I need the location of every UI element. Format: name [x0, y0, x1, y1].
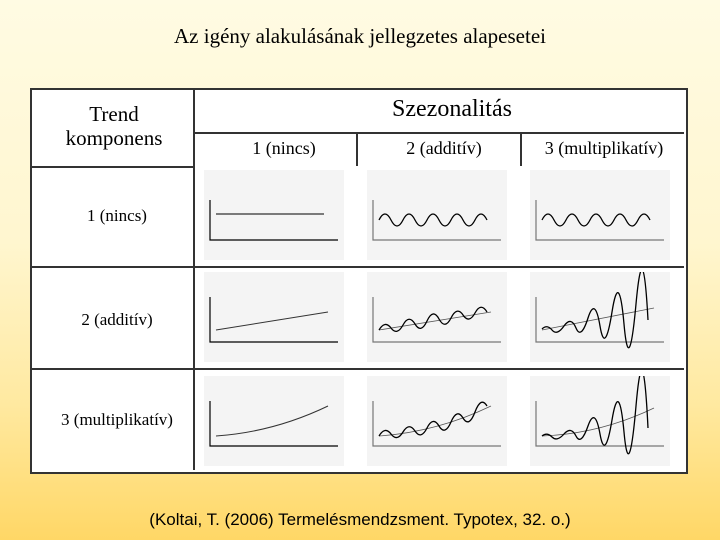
plot-additive-multiplicative	[530, 272, 670, 362]
row-label-additive: 2 (additív)	[81, 310, 153, 329]
divider	[32, 266, 684, 268]
source-caption: (Koltai, T. (2006) Termelésmendzsment. Typotex, 32. o.)	[149, 510, 571, 529]
column-header-additive: 2 (additív)	[406, 138, 482, 158]
seasonality-header: Szezonalitás	[392, 96, 512, 122]
plot-multiplicative-none	[204, 376, 344, 466]
column-header-none: 1 (nincs)	[252, 138, 316, 158]
divider	[32, 166, 194, 168]
plot-multiplicative-additive	[367, 376, 507, 466]
divider	[194, 132, 684, 134]
trend-component-header: Trend komponens	[65, 102, 163, 150]
divider	[356, 132, 358, 166]
plot-multiplicative-multiplicative	[530, 376, 670, 466]
column-header-multiplicative: 3 (multiplikatív)	[544, 138, 664, 158]
slide-title: Az igény alakulásának jellegzetes alapesetei	[174, 24, 546, 48]
plot-none-multiplicative	[530, 170, 670, 260]
divider	[520, 132, 522, 166]
plot-none-additive	[367, 170, 507, 260]
divider	[32, 368, 684, 370]
plot-additive-none	[204, 272, 344, 362]
row-label-none: 1 (nincs)	[87, 206, 147, 225]
plot-additive-additive	[367, 272, 507, 362]
row-label-multiplicative: 3 (multiplikatív)	[61, 410, 173, 429]
plot-none-none	[204, 170, 344, 260]
demand-patterns-table	[30, 88, 688, 474]
